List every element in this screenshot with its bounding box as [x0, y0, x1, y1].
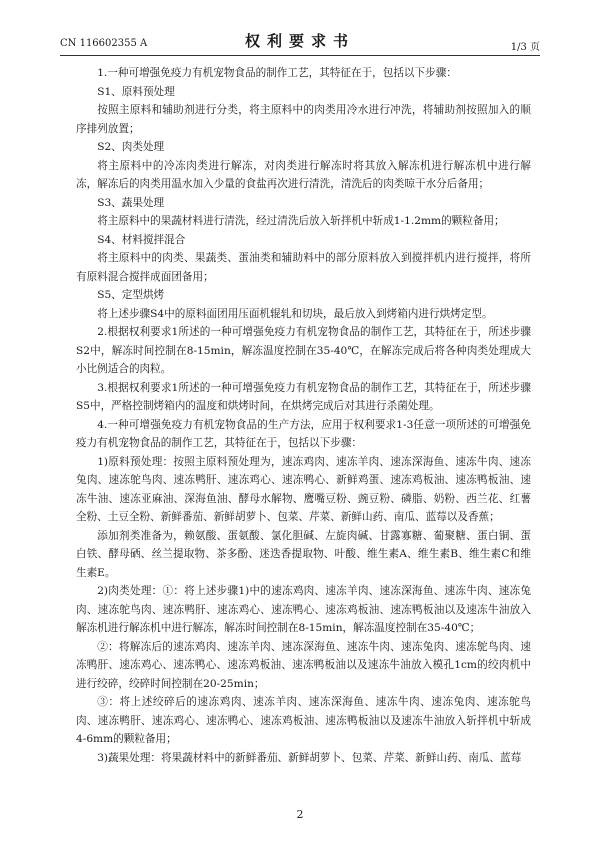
page-number: 2: [296, 808, 304, 821]
page-header: [60, 30, 540, 52]
paragraph: S3、蔬果处理: [97, 196, 165, 209]
paragraph: 1.一种可增强免疫力有机宠物食品的制作工艺，其特征在于，包括以下步骤：: [97, 67, 457, 79]
paragraph: 添加剂类准备为，赖氨酸、蛋氨酸、氯化胆碱、左旋肉碱、甘露寡糖、葡聚糖、蛋白铜、蛋白铁、酵母硒、丝兰提取物、茶多酚、迷迭香提取物、叶酸、维生素A、维生素B、维生素C和维生素E。: [76, 529, 531, 579]
paragraph: 4.一种可增强免疫力有机宠物食品的生产方法，应用于权利要求1-3任意一项所述的可增强免疫力有机宠物食品的制作工艺，其特征在于，包括以下步骤：: [76, 418, 531, 449]
paragraph: 2.根据权利要求1所述的一种可增强免疫力有机宠物食品的制作工艺，其特征在于，所述步骤S2中，解冻时间控制在8-15min，解冻温度控制在35-40℃，在解冻完成后将各种肉类处理成大小比例适合的肉粒。: [76, 326, 531, 375]
paragraph: 3)蔬果处理：将果蔬材料中的新鲜番茄、新鲜胡萝卜、包菜、芹菜、新鲜山药、南瓜、蓝莓: [97, 751, 522, 764]
paragraph: 将主原料中的肉类、果蔬类、蛋油类和辅助料中的部分原料放入到搅拌机内进行搅拌，将所有原料混合搅拌成面团备用；: [76, 252, 531, 283]
paragraph: ③：将上述绞碎后的速冻鸡肉、速冻羊肉、速冻深海鱼、速冻牛肉、速冻兔肉、速冻鸵鸟肉、速冻鸭肝、速冻鸡心、速冻鸭心、速冻鸡板油、速冻鸭板油以及速冻牛油放入斩拌机中斩成4-6mm的颗粒备用；: [76, 696, 531, 745]
paragraph: 将主原料中的冷冻肉类进行解冻，对肉类进行解冻时将其放入解冻机进行解冻机中进行解冻，解冻后的肉类用温水加入少量的食盐再次进行清洗，清洗后的肉类晾干水分后备用；: [76, 159, 531, 190]
paragraph: S4、材料搅拌混合: [97, 233, 186, 246]
paragraph: 2)肉类处理：①：将上述步骤1)中的速冻鸡肉、速冻羊肉、速冻深海鱼、速冻牛肉、速冻兔肉、速冻鸵鸟肉、速冻鸭肝、速冻鸡心、速冻鸭心、速冻鸡板油、速冻鸭板油以及速冻牛油放入解冻机进行解冻机中进行解冻，解冻时间控制在8-15min，解冻温度控制在35-40℃；: [76, 585, 531, 634]
paragraph: ②：将解冻后的速冻鸡肉、速冻羊肉、速冻深海鱼、速冻牛肉、速冻兔肉、速冻鸵鸟肉、速冻鸭肝、速冻鸡心、速冻鸭心、速冻鸡板油、速冻鸭板油以及速冻牛油放入模孔1cm的绞肉机中进行绞碎，绞碎时间控制在20-25min；: [76, 640, 531, 690]
claims-body: [76, 64, 531, 767]
paragraph: 1)原料预处理：按照主原料预处理为，速冻鸡肉、速冻羊肉、速冻深海鱼、速冻牛肉、速冻兔肉、速冻鸵鸟肉、速冻鸭肝、速冻鸡心、速冻鸭心、新鲜鸡蛋、速冻鸡板油、速冻鸭板油、速冻牛油、速冻亚麻油、深海鱼油、酵母水解物、鹰嘴豆粉、豌豆粉、磷脂、奶粉、西兰花、红薯全粉、土豆全粉、新鲜番茄、新鲜胡萝卜、包菜、芹菜、新鲜山药、南瓜、蓝莓以及香蕉；: [76, 455, 531, 523]
paragraph: 将主原料中的果蔬材料进行清洗，经过清洗后放入斩拌机中斩成1-1.2mm的颗粒备用；: [97, 215, 505, 227]
paragraph: S1、原料预处理: [97, 85, 175, 98]
paragraph: S2、肉类处理: [97, 141, 165, 153]
paragraph: S5、定型烘烤: [97, 289, 165, 301]
paragraph: 将上述步骤S4中的原料面团用压面机辊轧和切块，最后放入到烤箱内进行烘烤定型。: [97, 307, 493, 320]
paragraph: 按照主原料和辅助剂进行分类，将主原料中的肉类用冷水进行冲洗，将辅助剂按照加入的顺序排列放置；: [76, 104, 531, 135]
page-info: 1/3 页: [510, 42, 540, 53]
header-divider: [60, 55, 540, 56]
document-title: 权利要求书: [244, 32, 355, 50]
document-number: CN 116602355 A: [60, 38, 148, 49]
paragraph: 3.根据权利要求1所述的一种可增强免疫力有机宠物食品的制作工艺，其特征在于，所述步骤S5中，严格控制烤箱内的温度和烘烤时间，在烘烤完成后对其进行杀菌处理。: [76, 381, 531, 412]
